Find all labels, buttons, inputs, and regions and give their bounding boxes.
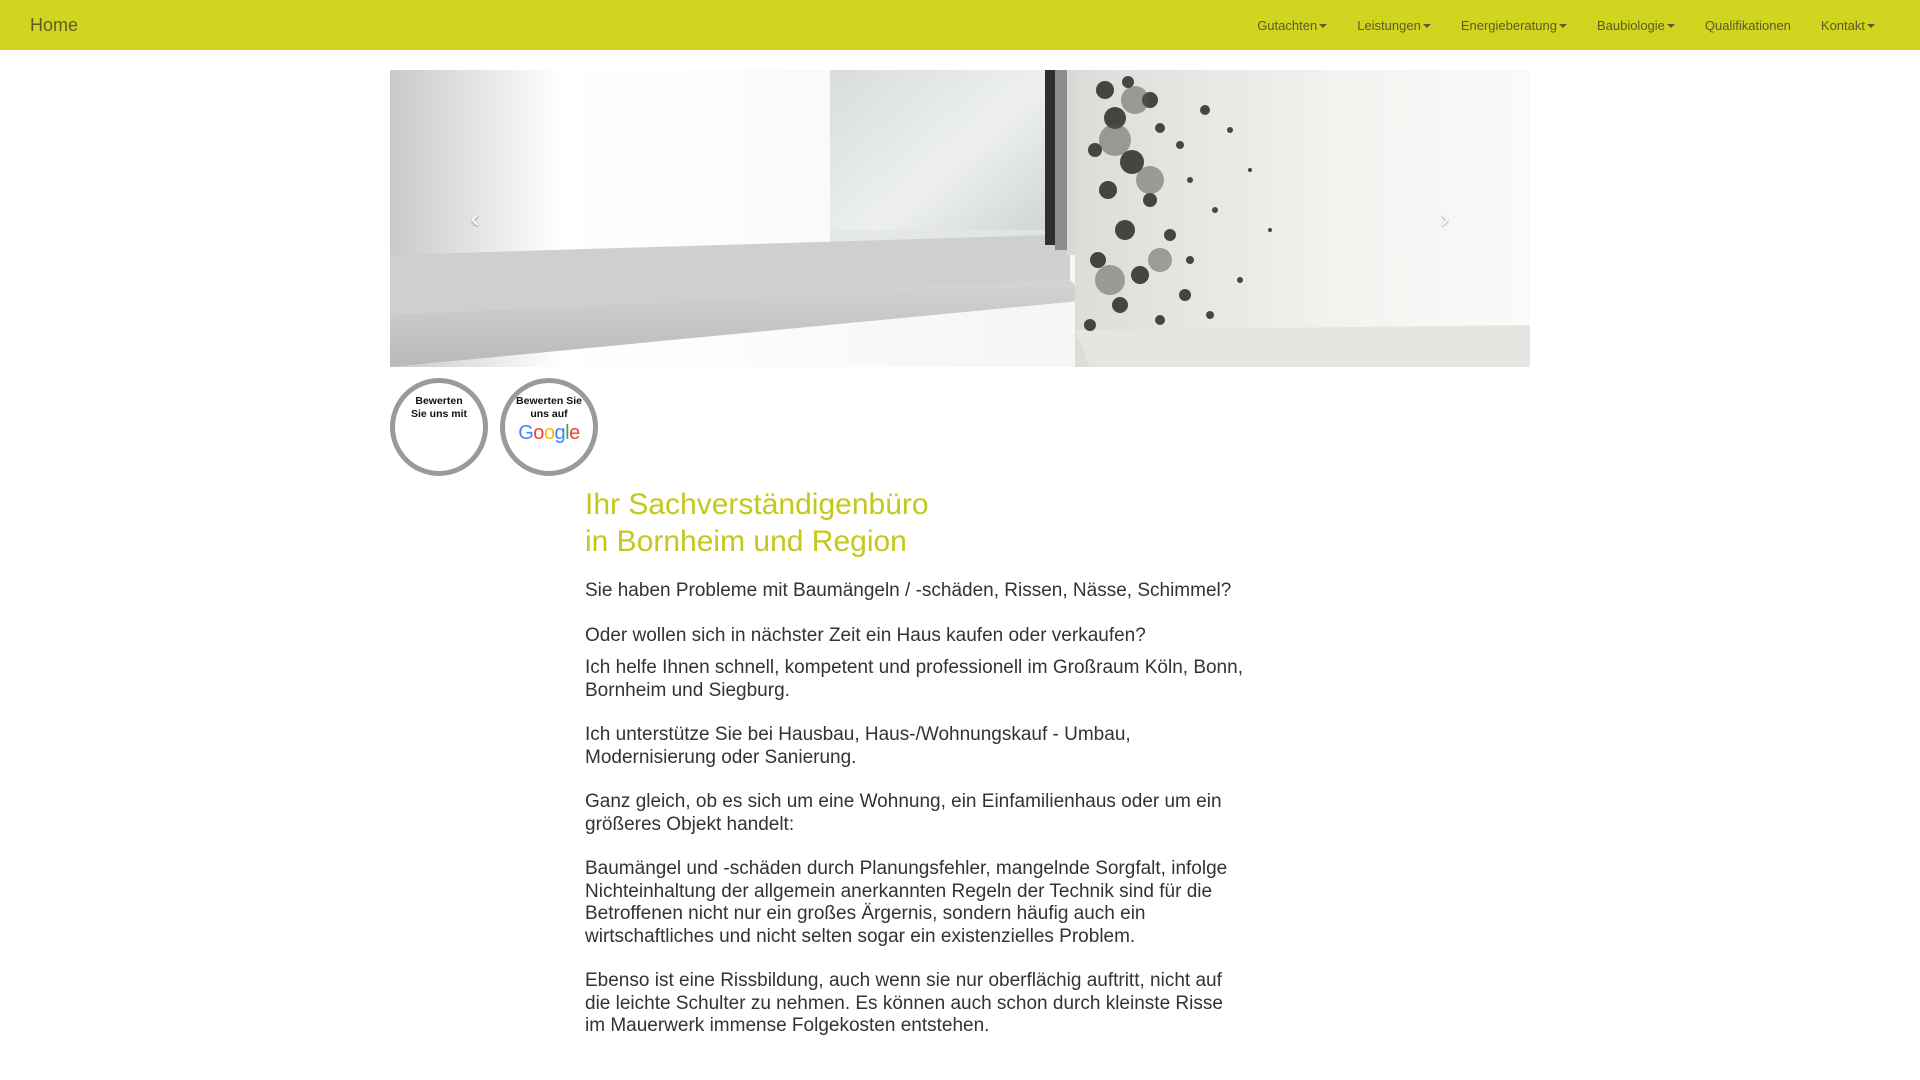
nav-item-label: Leistungen — [1357, 17, 1421, 33]
caret-down-icon — [1667, 24, 1675, 28]
rate-us-badge[interactable] — [390, 378, 488, 476]
nav-item-label: Energieberatung — [1460, 17, 1557, 33]
google-logo-icon: Google — [518, 422, 580, 444]
carousel-next-button[interactable]: › — [1440, 203, 1450, 233]
nav-item-kontakt[interactable] — [1806, 0, 1890, 50]
page-headline — [585, 486, 1245, 560]
intro-paragraph: Ebenso ist eine Rissbildung, auch wenn sie nur oberflächig auftritt, nicht auf die leichte Schulter zu nehmen. Es können auch schon durch kleinste Risse im Mauerwerk immense Folgekosten entstehen. — [585, 970, 1223, 1036]
intro-paragraph: Ganz gleich, ob es sich um eine Wohnung, ein Einfamilienhaus oder um ein größeres Objekt handelt: — [585, 791, 1222, 835]
nav-item-label: Kontakt — [1820, 17, 1865, 33]
nav-item-qualifikationen[interactable] — [1690, 0, 1806, 50]
intro-paragraph: Sie haben Probleme mit Baumängeln / -schäden, Rissen, Nässe, Schimmel? — [585, 580, 1232, 601]
badge-line2: Sie uns mit — [410, 408, 467, 420]
caret-down-icon — [1319, 24, 1327, 28]
hero-carousel — [390, 70, 1530, 367]
caret-down-icon — [1423, 24, 1431, 28]
intro-paragraph: Ich helfe Ihnen schnell, kompetent und professionell im Großraum Köln, Bonn, Bornheim und Siegburg. — [585, 657, 1243, 701]
nav-item-baubiologie[interactable] — [1582, 0, 1690, 50]
mold-window-slide-image — [390, 70, 1530, 367]
intro-paragraph: Oder wollen sich in nächster Zeit ein Haus kaufen oder verkaufen? — [585, 624, 1146, 646]
badge-line1: Bewerten Sie — [516, 395, 582, 407]
badge-line1: Bewerten — [415, 395, 463, 407]
main-content — [585, 486, 1245, 1060]
intro-paragraph: Baumängel und -schäden durch Planungsfehler, mangelnde Sorgfalt, infolge Nichteinhaltung der allgemein anerkannten Regeln der Technik sind für die Betroffenen nicht nur ein großes Ärgernis, sondern häufig auch ein wirtschaftliches und nicht selten sogar ein existenzielles Problem. — [585, 858, 1228, 947]
nav-item-label: Baubiologie — [1596, 17, 1665, 33]
nav-home-link[interactable]: Home — [30, 14, 79, 35]
nav-menu — [1242, 0, 1890, 50]
nav-item-energieberatung[interactable] — [1446, 0, 1582, 50]
headline-line1: Ihr Sachverständigenbüro — [585, 488, 929, 521]
intro-paragraph: Ich unterstütze Sie bei Hausbau, Haus-/Wohnungskauf - Umbau, Modernisierung oder Sanierung. — [585, 724, 1131, 768]
caret-down-icon — [1559, 24, 1567, 28]
nav-item-gutachten[interactable] — [1242, 0, 1342, 50]
carousel-prev-button[interactable]: ‹ — [470, 203, 480, 233]
top-navbar — [0, 0, 1920, 50]
nav-item-label: Gutachten — [1257, 17, 1318, 33]
headline-line2: in Bornheim und Region — [585, 525, 907, 558]
nav-item-leistungen[interactable] — [1342, 0, 1446, 50]
rate-us-google-badge[interactable] — [500, 378, 598, 476]
badge-line2: uns auf — [530, 408, 568, 420]
caret-down-icon — [1867, 24, 1875, 28]
nav-item-label: Qualifikationen — [1704, 17, 1791, 33]
